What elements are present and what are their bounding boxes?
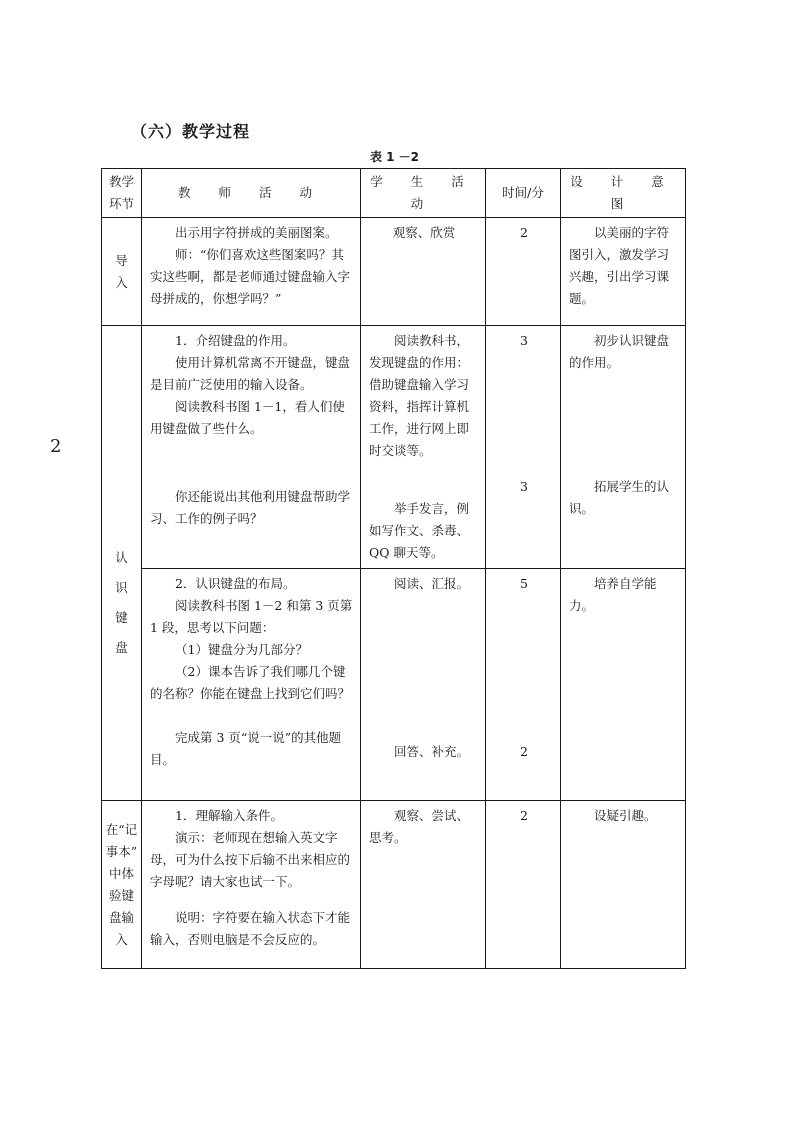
spacer: [369, 595, 479, 741]
stage-cell: [102, 218, 142, 326]
student-activity-text: 举手发言，例如写作文、杀毒、QQ 聊天等。: [369, 501, 470, 560]
time-value: 5: [520, 576, 528, 591]
header-teacher: [142, 169, 361, 218]
spacer: [494, 352, 554, 476]
teacher-activity-text: 说明：字符要在输入状态下才能输入，否则电脑是不会反应的。: [150, 910, 351, 947]
teacher-activity-cell: [142, 569, 361, 801]
time-cell: [486, 326, 561, 569]
time-value: 2: [520, 808, 528, 823]
table-caption: [0, 148, 805, 165]
student-activity-cell: [361, 326, 486, 569]
teacher-activity-text: 使用计算机常离不开键盘，键盘是目前广泛使用的输入设备。: [150, 355, 351, 392]
spacer: [150, 893, 354, 907]
header-stage-line1: 教学: [108, 174, 134, 189]
student-activity-cell: [361, 801, 486, 969]
teacher-activity-text: 师：“你们喜欢这些图案吗？其实这些啊，都是老师通过键盘输入字母拼成的，你想学吗？”: [150, 247, 351, 306]
time-value: 3: [520, 479, 528, 494]
header-stage: [102, 169, 142, 218]
teacher-activity-cell: [142, 326, 361, 569]
time-cell: [486, 801, 561, 969]
teacher-activity-text: 1．介绍键盘的作用。: [175, 333, 296, 348]
stage-text: 认 识 键 盘: [115, 550, 128, 655]
table-row: [102, 326, 686, 569]
teacher-activity-text: 完成第 3 页“说一说”的其他题目。: [150, 730, 342, 767]
student-activity-text: 观察、欣赏: [392, 225, 456, 240]
header-time-text: 时间/分: [502, 185, 544, 200]
teacher-activity-text: 阅读教科书图 1－2 和第 3 页第 1 段，思考以下问题：: [150, 598, 353, 635]
spacer: [494, 595, 554, 741]
table-caption-text: 表 1 －2: [369, 150, 420, 164]
design-intent-cell: [561, 801, 686, 969]
student-activity-text: 回答、补充。: [394, 744, 470, 759]
spacer: [150, 440, 354, 486]
spacer: [369, 462, 479, 498]
design-intent-text: 设疑引趣。: [594, 808, 657, 823]
design-intent-cell: [561, 326, 686, 569]
time-value: 2: [520, 225, 528, 240]
table-header-row: [102, 169, 686, 218]
header-design: [561, 169, 686, 218]
student-activity-text: 阅读教科书，发现键盘的作用：借助键盘输入学习资料，指挥计算机工作，进行网上即时交谈等。: [369, 333, 470, 458]
time-value: 2: [520, 744, 528, 759]
stage-cell: [102, 801, 142, 969]
time-cell: [486, 218, 561, 326]
header-teacher-text: 教 师 活 动: [178, 185, 324, 200]
time-value: 3: [520, 333, 528, 348]
design-intent-text: 拓展学生的认识。: [569, 479, 670, 516]
design-intent-text: 初步认识键盘的作用。: [569, 333, 670, 370]
design-intent-cell: [561, 218, 686, 326]
teacher-activity-text: 出示用字符拼成的美丽图案。: [175, 225, 338, 240]
teacher-activity-text: 1．理解输入条件。: [175, 808, 283, 823]
teaching-process-table: [101, 168, 686, 969]
teacher-activity-cell: [142, 801, 361, 969]
header-stage-line2: 环节: [108, 196, 134, 211]
teacher-activity-text: （2）课本告诉了我们哪几个键的名称？你能在键盘上找到它们吗？: [150, 664, 351, 701]
teacher-activity-text: 演示：老师现在想输入英文字母，可为什么按下后输不出来相应的字母呢？请大家也试一下。: [150, 830, 351, 889]
spacer: [150, 705, 354, 727]
design-intent-cell: [561, 569, 686, 801]
stage-cell: [102, 326, 142, 801]
teacher-activity-text: 阅读教科书图 1－1，看人们使用键盘做了些什么。: [150, 399, 345, 436]
table-row: [102, 569, 686, 801]
stage-text: 在“记 事本” 中体 验键 盘输 入: [105, 821, 138, 947]
teacher-activity-text: 2．认识键盘的布局。: [175, 576, 296, 591]
page-number: 2: [50, 436, 62, 457]
teacher-activity-text: （1）键盘分为几部分？: [175, 642, 308, 657]
student-activity-cell: [361, 569, 486, 801]
header-design-text: 设 计 意 图: [570, 174, 676, 211]
student-activity-text: 阅读、汇报。: [394, 576, 470, 591]
design-intent-text: 培养自学能力。: [569, 576, 657, 613]
stage-text: 导 入: [115, 252, 128, 290]
time-cell: [486, 569, 561, 801]
header-student: [361, 169, 486, 218]
student-activity-text: 观察、尝试、思考。: [369, 808, 470, 845]
table-row: [102, 801, 686, 969]
teacher-activity-cell: [142, 218, 361, 326]
header-time: [486, 169, 561, 218]
student-activity-cell: [361, 218, 486, 326]
spacer: [569, 374, 679, 476]
header-student-text: 学 生 活 动: [370, 174, 476, 211]
section-heading: （六）教学过程: [131, 122, 251, 141]
design-intent-text: 以美丽的字符图引入，激发学习兴趣，引出学习课题。: [569, 225, 670, 306]
teacher-activity-text: 你还能说出其他利用键盘帮助学习、工作的例子吗？: [150, 489, 351, 526]
table-row: [102, 218, 686, 326]
